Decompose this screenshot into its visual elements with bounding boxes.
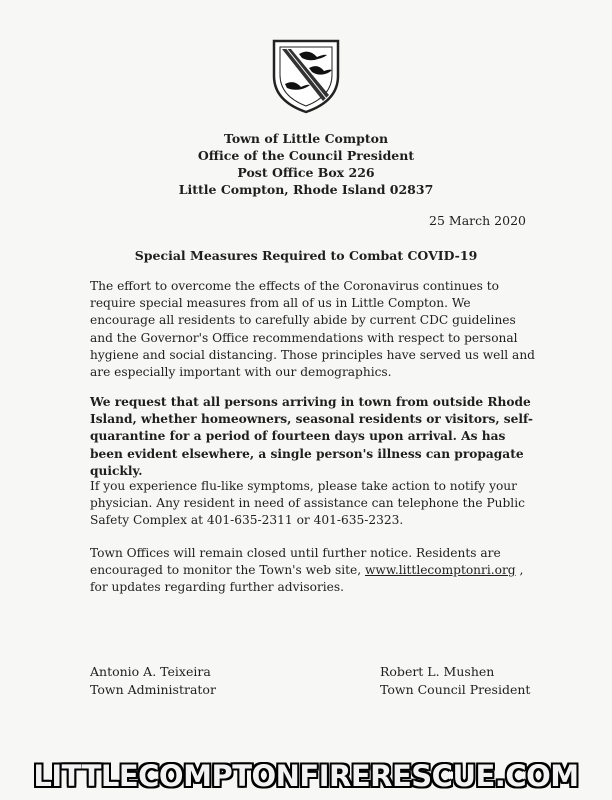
town-seal-icon [271, 38, 341, 114]
site-watermark: LITTLECOMPTONFIRERESCUE.COM [33, 759, 579, 793]
letterhead [150, 130, 462, 198]
letter-subject: Special Measures Required to Combat COVID-19 [134, 248, 478, 263]
town-offices-text: Town Offices will remain closed until further notice. Residents are encouraged to monitor the Town's web site, [90, 546, 501, 578]
paragraph-town-offices [90, 545, 536, 597]
paragraph-symptoms-contact: If you experience flu-like symptoms, please take action to notify your physician. Any resident in need of assistance can telephone the Public Safety Complex at 401-635-2311 or 401-635-2323. [90, 479, 525, 528]
signature-council-president [380, 663, 530, 699]
letterhead-po-box: Post Office Box 226 [237, 165, 375, 180]
signature-title: Town Council President [380, 682, 531, 697]
letterhead-office: Office of the Council President [197, 148, 415, 163]
paragraph-quarantine-request: We request that all persons arriving in town from outside Rhode Island, whether homeowners, seasonal residents or visitors, self-quarantine for a period of fourteen days upon arrival. As has been evident elsewhere, a single person's illness can propagate quickly. [90, 395, 533, 478]
signature-name: Antonio A. Teixeira [90, 664, 211, 679]
letterhead-town: Town of Little Compton [223, 131, 389, 146]
shield-geese-icon [271, 38, 341, 114]
paragraph-coronavirus-measures: The effort to overcome the effects of the Coronavirus continues to require special measures from all of us in Little Compton. We encourage all residents to carefully abide by current CDC guidelines and the Governor's Office recommendations with respect to personal hygiene and social distancing. Those principles have served us well and are especially important with our demographics. [90, 279, 535, 380]
town-website-link[interactable]: www.littlecomptonri.org [365, 563, 516, 578]
town-offices-text-end: , for updates regarding further advisories. [90, 563, 524, 595]
letterhead-city-state: Little Compton, Rhode Island 02837 [178, 182, 434, 197]
letter-date: 25 March 2020 [429, 213, 526, 228]
signature-name: Robert L. Mushen [380, 664, 495, 679]
signature-title: Town Administrator [90, 682, 216, 697]
signature-administrator [90, 663, 216, 699]
